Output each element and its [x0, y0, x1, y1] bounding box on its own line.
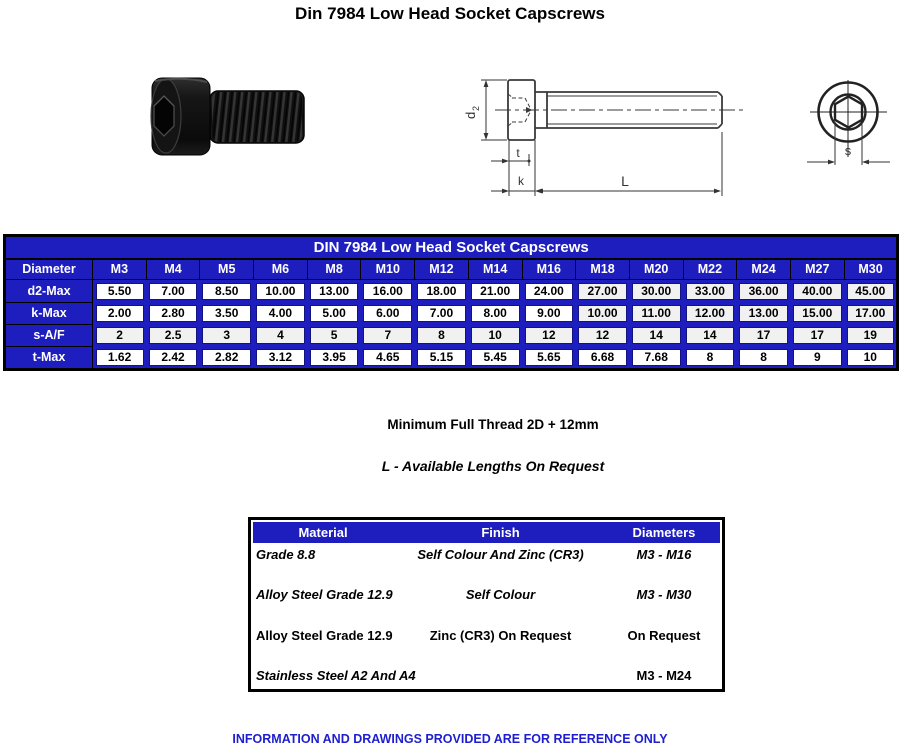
spec-col-header-m27: M27 [790, 259, 844, 280]
spec-value-cell: 11.00 [629, 302, 683, 324]
material-cell-material: Grade 8.8 [256, 547, 316, 562]
end-view-arrows [828, 160, 869, 165]
spec-value-cell: 14 [683, 324, 737, 346]
spec-col-header-m12: M12 [415, 259, 469, 280]
spec-value-cell: 27.00 [576, 280, 630, 303]
spec-value-cell: 7.00 [146, 280, 200, 303]
material-cell-finish: Self Colour [465, 587, 536, 603]
spec-value-cell: 8.50 [200, 280, 254, 303]
spec-value-cell: 24.00 [522, 280, 576, 303]
spec-value-cell: 6.68 [576, 346, 630, 370]
spec-row-k-max [5, 302, 898, 324]
spec-col-header-m8: M8 [307, 259, 361, 280]
spec-value-cell: 7 [361, 324, 415, 346]
spec-value-cell: 8 [737, 346, 791, 370]
spec-value-cell: 2.42 [146, 346, 200, 370]
spec-header-row [5, 259, 898, 280]
spec-value-cell: 12.00 [683, 302, 737, 324]
page-title: Din 7984 Low Head Socket Capscrews [295, 4, 605, 23]
footer-disclaimer: INFORMATION AND DRAWINGS PROVIDED ARE FOR REFERENCE ONLY [232, 732, 668, 746]
spec-value-cell: 40.00 [790, 280, 844, 303]
spec-value-cell: 4 [254, 324, 308, 346]
spec-table-body [5, 280, 898, 370]
spec-value-cell: 5.15 [415, 346, 469, 370]
material-row [253, 587, 720, 602]
capscrew-photo [125, 58, 320, 158]
spec-value-cell: 7.00 [415, 302, 469, 324]
spec-row-label: k-Max [5, 302, 93, 324]
spec-col-header-m10: M10 [361, 259, 415, 280]
note-available-lengths: L - Available Lengths On Request [381, 458, 605, 474]
spec-value-cell: 12 [576, 324, 630, 346]
dim-label-d2 [463, 106, 481, 119]
spec-value-cell: 8 [683, 346, 737, 370]
spec-value-cell: 16.00 [361, 280, 415, 303]
spec-value-cell: 13.00 [307, 280, 361, 303]
spec-value-cell: 3 [200, 324, 254, 346]
material-row [253, 628, 720, 643]
spec-value-cell: 8 [415, 324, 469, 346]
spec-value-cell: 9 [790, 346, 844, 370]
spec-value-cell: 12 [522, 324, 576, 346]
material-cell-material: Alloy Steel Grade 12.9 [256, 627, 393, 643]
material-cell-diameters: M3 - M30 [636, 587, 692, 603]
spec-value-cell: 10 [844, 346, 898, 370]
spec-value-cell: 17 [737, 324, 791, 346]
spec-value-cell: 10.00 [576, 302, 630, 324]
side-view-drawing [455, 62, 755, 207]
spec-value-cell: 17 [790, 324, 844, 346]
spec-col-header-m20: M20 [629, 259, 683, 280]
spec-value-cell: 3.12 [254, 346, 308, 370]
material-table [248, 517, 725, 692]
spec-col-header-m30: M30 [844, 259, 898, 280]
material-header-diameters: Diameters [632, 525, 696, 540]
spec-col-header-m5: M5 [200, 259, 254, 280]
spec-value-cell: 45.00 [844, 280, 898, 303]
din-spec-table [3, 234, 899, 371]
material-row [253, 668, 720, 683]
material-header-finish: Finish [481, 525, 520, 540]
spec-col-header-m6: M6 [254, 259, 308, 280]
spec-row-s-a-f [5, 324, 898, 346]
spec-value-cell: 5.00 [307, 302, 361, 324]
spec-col-header-m16: M16 [522, 259, 576, 280]
material-cell-diameters: M3 - M24 [636, 667, 692, 683]
spec-col-header-m22: M22 [683, 259, 737, 280]
spec-value-cell: 2 [93, 324, 147, 346]
spec-value-cell: 3.95 [307, 346, 361, 370]
material-cell-material: Stainless Steel A2 And A4 [256, 667, 416, 683]
spec-table-title: DIN 7984 Low Head Socket Capscrews [5, 236, 898, 259]
dim-label-s: s [844, 143, 852, 158]
spec-value-cell: 6.00 [361, 302, 415, 324]
spec-value-cell: 2.00 [93, 302, 147, 324]
dim-label-t: t [516, 146, 520, 160]
svg-text:d: d [463, 111, 478, 119]
spec-value-cell: 4.00 [254, 302, 308, 324]
material-cell-diameters: On Request [627, 627, 701, 643]
spec-value-cell: 18.00 [415, 280, 469, 303]
dim-label-k: k [518, 174, 524, 188]
spec-title-row [5, 236, 898, 259]
spec-row-d2-max [5, 280, 898, 303]
spec-value-cell: 36.00 [737, 280, 791, 303]
material-table-header [253, 522, 720, 543]
spec-row-label: s-A/F [5, 324, 93, 346]
spec-value-cell: 5.45 [468, 346, 522, 370]
material-cell-finish: Zinc (CR3) On Request [429, 627, 572, 643]
spec-value-cell: 13.00 [737, 302, 791, 324]
spec-table-wrapper [3, 234, 897, 371]
spec-row-t-max [5, 346, 898, 370]
spec-value-cell: 17.00 [844, 302, 898, 324]
dim-label-L: L [621, 173, 629, 189]
material-cell-diameters: M3 - M16 [636, 547, 692, 562]
spec-value-cell: 14 [629, 324, 683, 346]
spec-value-cell: 10.00 [254, 280, 308, 303]
material-cell-finish: Self Colour And Zinc (CR3) [417, 547, 584, 562]
spec-value-cell: 21.00 [468, 280, 522, 303]
spec-value-cell: 2.82 [200, 346, 254, 370]
note-minimum-thread: Minimum Full Thread 2D + 12mm [387, 417, 599, 432]
spec-value-cell: 5.50 [93, 280, 147, 303]
screw-photo-shapes [151, 78, 304, 155]
spec-col-header-diameter: Diameter [5, 259, 93, 280]
spec-row-label: d2-Max [5, 280, 93, 303]
spec-value-cell: 30.00 [629, 280, 683, 303]
spec-value-cell: 19 [844, 324, 898, 346]
spec-col-header-m24: M24 [737, 259, 791, 280]
spec-value-cell: 33.00 [683, 280, 737, 303]
spec-col-header-m18: M18 [576, 259, 630, 280]
spec-col-header-m4: M4 [146, 259, 200, 280]
end-view-drawing [797, 66, 897, 178]
spec-value-cell: 3.50 [200, 302, 254, 324]
material-row [253, 547, 720, 562]
svg-text:2: 2 [471, 105, 481, 111]
spec-col-header-m3: M3 [93, 259, 147, 280]
spec-value-cell: 2.80 [146, 302, 200, 324]
material-header-material: Material [298, 525, 348, 540]
spec-value-cell: 10 [468, 324, 522, 346]
spec-value-cell: 9.00 [522, 302, 576, 324]
material-cell-material: Alloy Steel Grade 12.9 [256, 587, 393, 603]
spec-row-label: t-Max [5, 346, 93, 370]
spec-value-cell: 8.00 [468, 302, 522, 324]
spec-value-cell: 1.62 [93, 346, 147, 370]
spec-value-cell: 2.5 [146, 324, 200, 346]
material-cell-finish [393, 668, 608, 683]
spec-value-cell: 5 [307, 324, 361, 346]
spec-value-cell: 15.00 [790, 302, 844, 324]
spec-value-cell: 4.65 [361, 346, 415, 370]
material-table-body [253, 543, 720, 685]
spec-col-header-m14: M14 [468, 259, 522, 280]
spec-value-cell: 5.65 [522, 346, 576, 370]
spec-value-cell: 7.68 [629, 346, 683, 370]
